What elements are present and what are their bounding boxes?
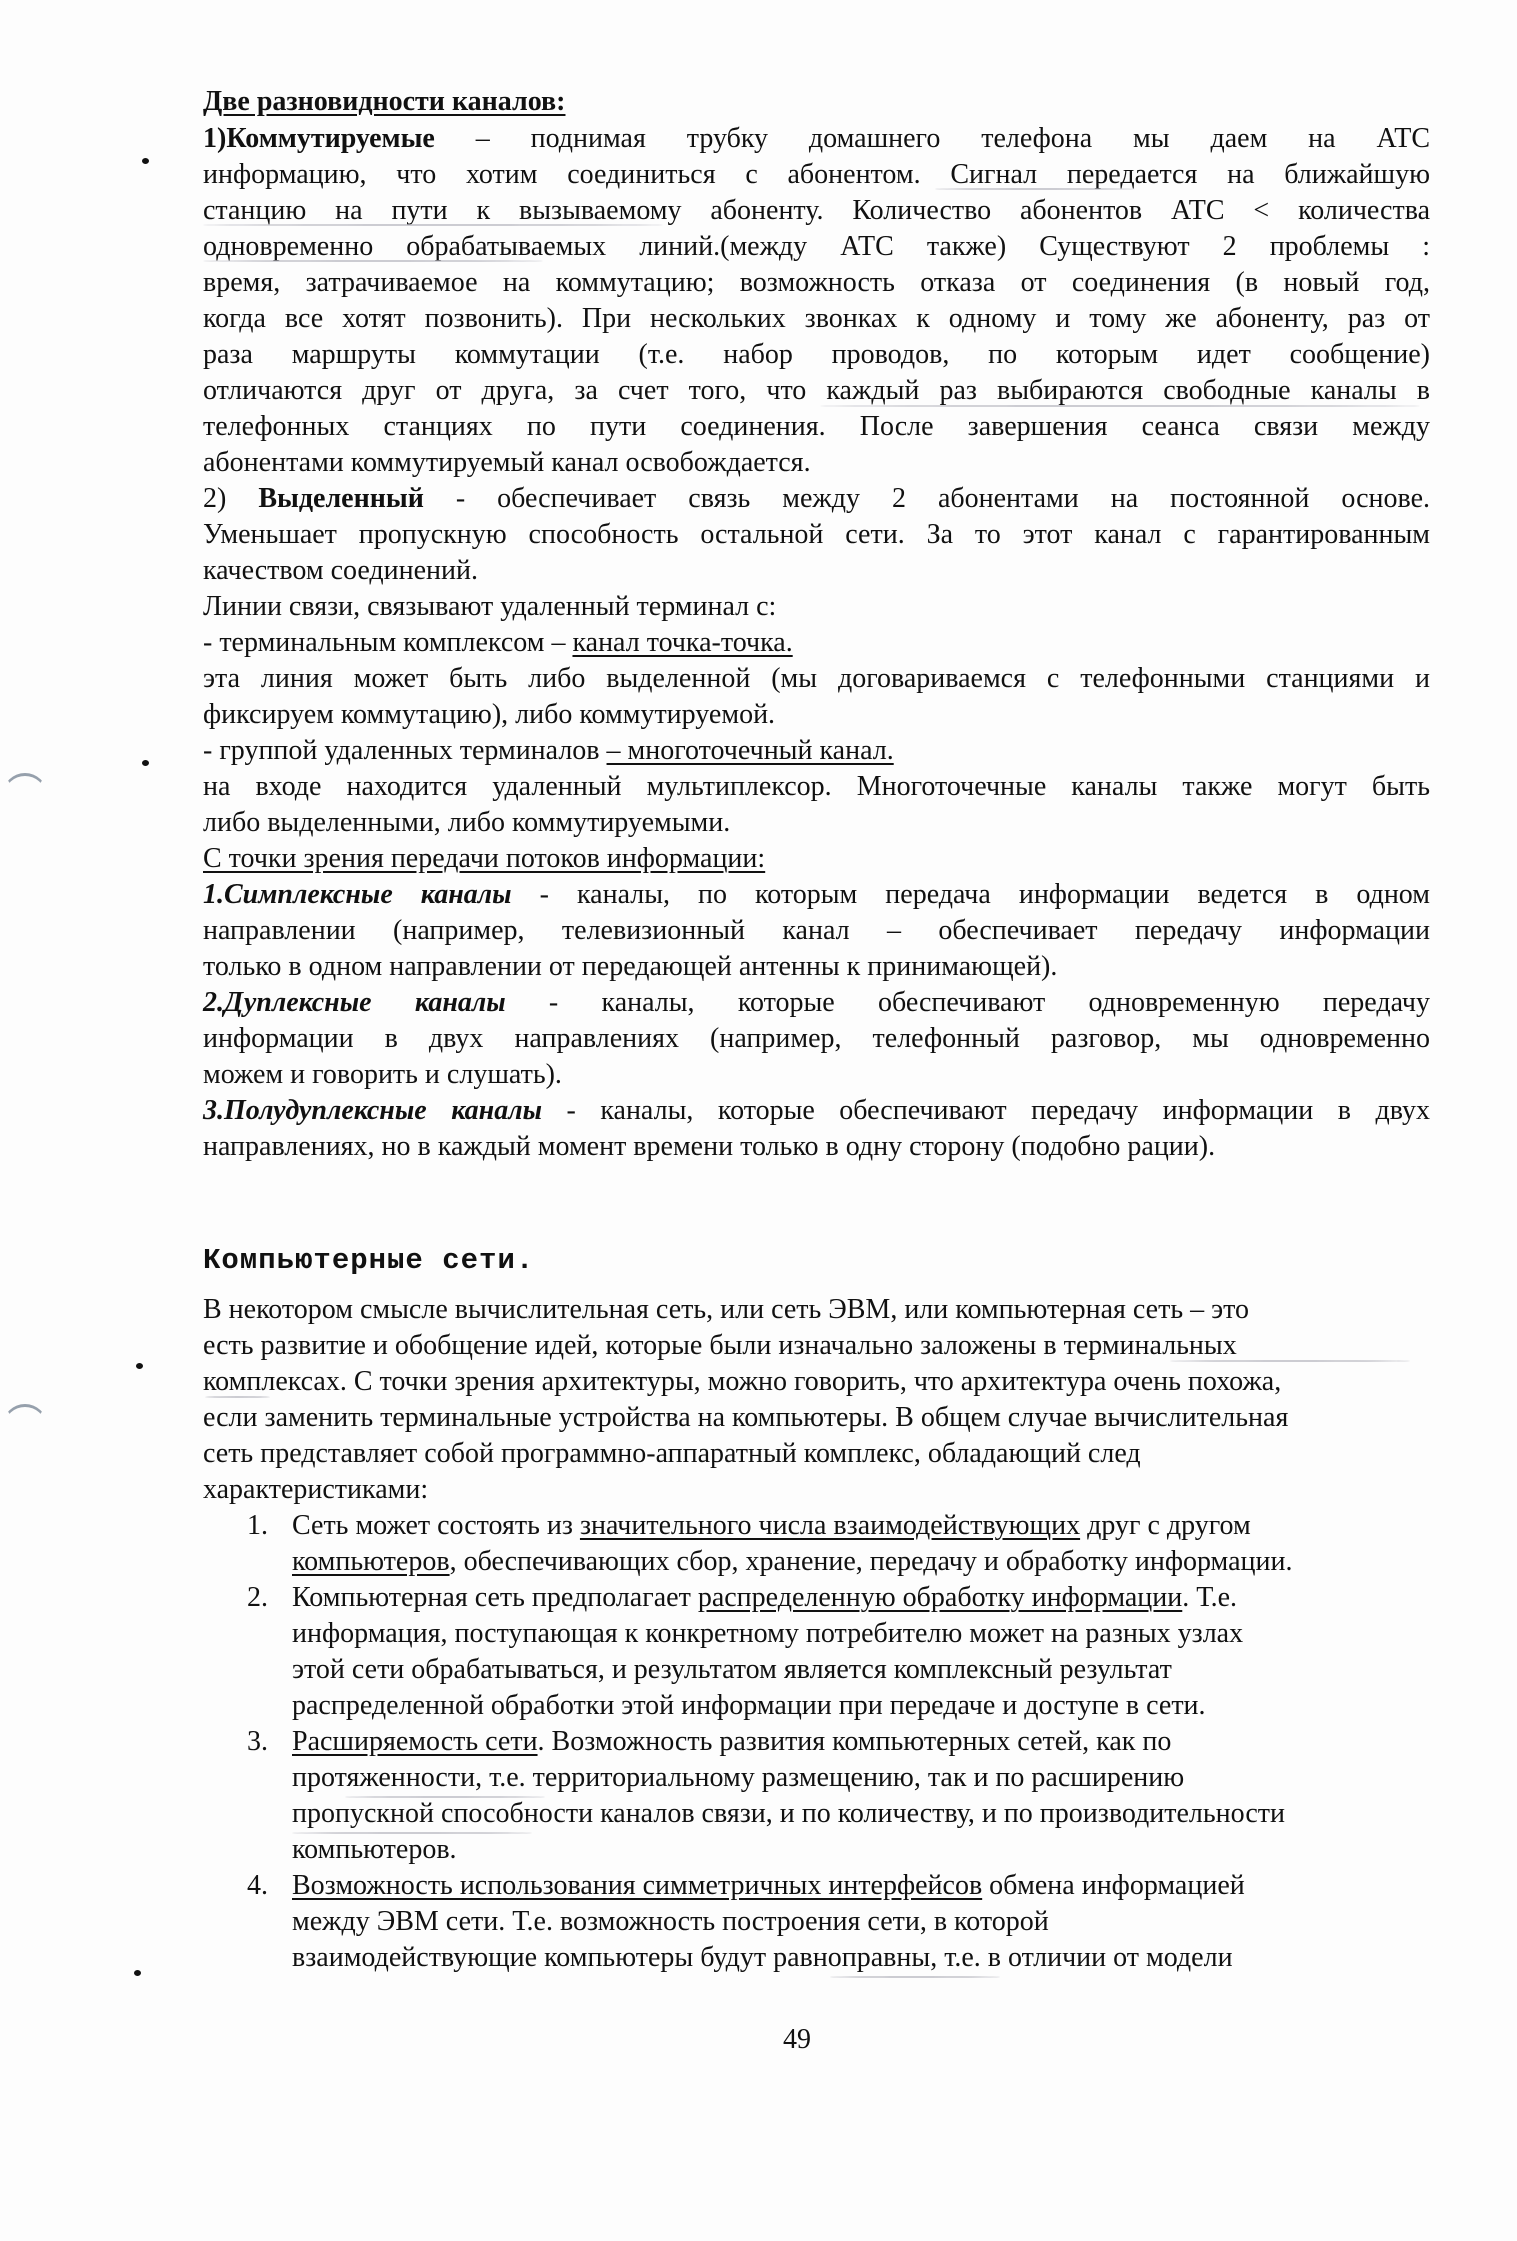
text-line: можем и говорить и слушать). <box>203 1059 562 1090</box>
text-line: характеристиками: <box>203 1474 429 1505</box>
list-item-line: этой сети обрабатываться, и результатом является комплексный результат <box>292 1654 1172 1685</box>
text-line: только в одном направлении от передающей антенны к принимающей). <box>203 951 1058 982</box>
text-line: если заменить терминальные устройства на компьютеры. В общем случае вычислительная <box>203 1402 1289 1433</box>
text-line: информацию, что хотим соединиться с абонентом. Сигнал передается на ближайшую <box>203 159 1430 190</box>
list-item-line: информация, поступающая к конкретному потребителю может на разных узлах <box>292 1618 1244 1649</box>
margin-punch-dot <box>142 760 149 766</box>
subheading-information-flow: С точки зрения передачи потоков информации: <box>203 843 766 874</box>
term-duplex: 2.Дуплексные каналы <box>203 987 506 1018</box>
list-number: 3. <box>247 1726 268 1757</box>
section-heading-computer-networks: Компьютерные сети. <box>203 1244 535 1277</box>
text-line: на входе находится удаленный мультиплексор. Многоточечные каналы также могут быть <box>203 771 1430 802</box>
text-line: одновременно обрабатываемых линий.(между АТС также) Существуют 2 проблемы : <box>203 231 1430 262</box>
terminal-complex-line: - терминальным комплексом – канал точка-точка. <box>203 627 793 658</box>
list-item-line: Возможность использования симметричных интерфейсов обмена информацией <box>292 1870 1245 1901</box>
paragraph-switched-line: 1)Коммутируемые – поднимая трубку домашнего телефона мы даем на АТС <box>203 123 1430 154</box>
paragraph-dedicated-line: 2) Выделенный - обеспечивает связь между 2 абонентами на постоянной основе. <box>203 483 1430 514</box>
simplex-line: 1.Симплексные каналы - каналы, по которым передача информации ведется в одном <box>203 879 1430 910</box>
term-halfduplex: 3.Полудуплексные каналы <box>203 1095 543 1126</box>
list-item-line: Сеть может состоять из значительного числа взаимодействующих друг с другом <box>292 1510 1251 1541</box>
text-line: эта линия может быть либо выделенной (мы договариваемся с телефонными станциями и <box>203 663 1430 694</box>
list-item-line: пропускной способности каналов связи, и по количеству, и по производительности <box>292 1798 1286 1829</box>
text-line: раза маршруты коммутации (т.е. набор проводов, по которым идет сообщение) <box>203 339 1430 370</box>
list-item-line: протяженности, т.е. территориальному размещению, так и по расширению <box>292 1762 1185 1793</box>
pencil-mark <box>205 1396 270 1398</box>
text-line: станцию на пути к вызываемому абоненту. Количество абонентов АТС < количества <box>203 195 1430 226</box>
text-line: направлении (например, телевизионный канал – обеспечивает передачу информации <box>203 915 1430 946</box>
text-line: направлениях, но в каждый момент времени только в одну сторону (подобно рации). <box>203 1131 1216 1162</box>
pencil-mark <box>292 1832 532 1834</box>
text-line: абонентами коммутируемый канал освобождается. <box>203 447 811 478</box>
list-item-line: между ЭВМ сети. Т.е. возможность построения сети, в которой <box>292 1906 1049 1937</box>
group-terminals-line: - группой удаленных терминалов – многоточечный канал. <box>203 735 894 766</box>
pencil-mark <box>203 260 543 262</box>
text-line: информации в двух направлениях (например, телефонный разговор, мы одновременно <box>203 1023 1430 1054</box>
page-number: 49 <box>783 2024 811 2055</box>
list-number: 2. <box>247 1582 268 1613</box>
text-line: Уменьшает пропускную способность остальной сети. За то этот канал с гарантированным <box>203 519 1430 550</box>
margin-punch-dot <box>136 1363 143 1369</box>
text-line: Линии связи, связывают удаленный терминал с: <box>203 591 777 622</box>
text-line: отличаются друг от друга, за счет того, что каждый раз выбираются свободные каналы в <box>203 375 1430 406</box>
list-item-line: распределенной обработки этой информации при передаче и доступе в сети. <box>292 1690 1206 1721</box>
binder-hole-arc <box>3 773 47 816</box>
pencil-mark <box>1170 1360 1410 1362</box>
text-line: когда все хотят позвонить). При нескольких звонках к одному и тому же абоненту, раз от <box>203 303 1430 334</box>
margin-punch-dot <box>142 158 149 164</box>
pencil-mark <box>203 224 663 226</box>
term-multipoint: – многоточечный канал. <box>606 735 894 766</box>
term-simplex: 1.Симплексные каналы <box>203 879 512 910</box>
list-item-line: взаимодействующие компьютеры будут равноправны, т.е. в отличии от модели <box>292 1942 1233 1973</box>
section-heading-channel-types: Две разновидности каналов: <box>203 86 566 117</box>
list-item-line: Расширяемость сети. Возможность развития компьютерных сетей, как по <box>292 1726 1172 1757</box>
text-line: качеством соединений. <box>203 555 478 586</box>
term-point-to-point: канал точка-точка. <box>572 627 793 658</box>
margin-punch-dot <box>134 1970 141 1976</box>
halfduplex-line: 3.Полудуплексные каналы - каналы, которые обеспечивают передачу информации в двух <box>203 1095 1430 1126</box>
text-line: комплексах. С точки зрения архитектуры, можно говорить, что архитектура очень похожа, <box>203 1366 1282 1397</box>
pencil-mark <box>935 188 1135 190</box>
pencil-mark <box>820 405 1420 407</box>
list-item-line: компьютеров. <box>292 1834 457 1865</box>
text-line: В некотором смысле вычислительная сеть, или сеть ЭВМ, или компьютерная сеть – это <box>203 1294 1249 1325</box>
text-line: есть развитие и обобщение идей, которые были изначально заложены в терминальных <box>203 1330 1237 1361</box>
list-number: 1. <box>247 1510 268 1541</box>
binder-hole-arc <box>3 1404 47 1447</box>
list-item-line: Компьютерная сеть предполагает распределенную обработку информации. Т.е. <box>292 1582 1237 1613</box>
text-line: время, затрачиваемое на коммутацию; возможность отказа от соединения (в новый год, <box>203 267 1430 298</box>
list-item-line: компьютеров, обеспечивающих сбор, хранение, передачу и обработку информации. <box>292 1546 1293 1577</box>
pencil-mark <box>345 1796 545 1798</box>
pencil-mark <box>830 1976 1000 1978</box>
text-line: сеть представляет собой программно-аппаратный комплекс, обладающий след <box>203 1438 1141 1469</box>
text-line: либо выделенными, либо коммутируемыми. <box>203 807 731 838</box>
term-dedicated: Выделенный <box>258 483 424 514</box>
text-line: телефонных станциях по пути соединения. После завершения сеанса связи между <box>203 411 1430 442</box>
term-switched: 1)Коммутируемые <box>203 123 435 154</box>
duplex-line: 2.Дуплексные каналы - каналы, которые обеспечивают одновременную передачу <box>203 987 1430 1018</box>
text-line: фиксируем коммутацию), либо коммутируемой. <box>203 699 776 730</box>
list-number: 4. <box>247 1870 268 1901</box>
